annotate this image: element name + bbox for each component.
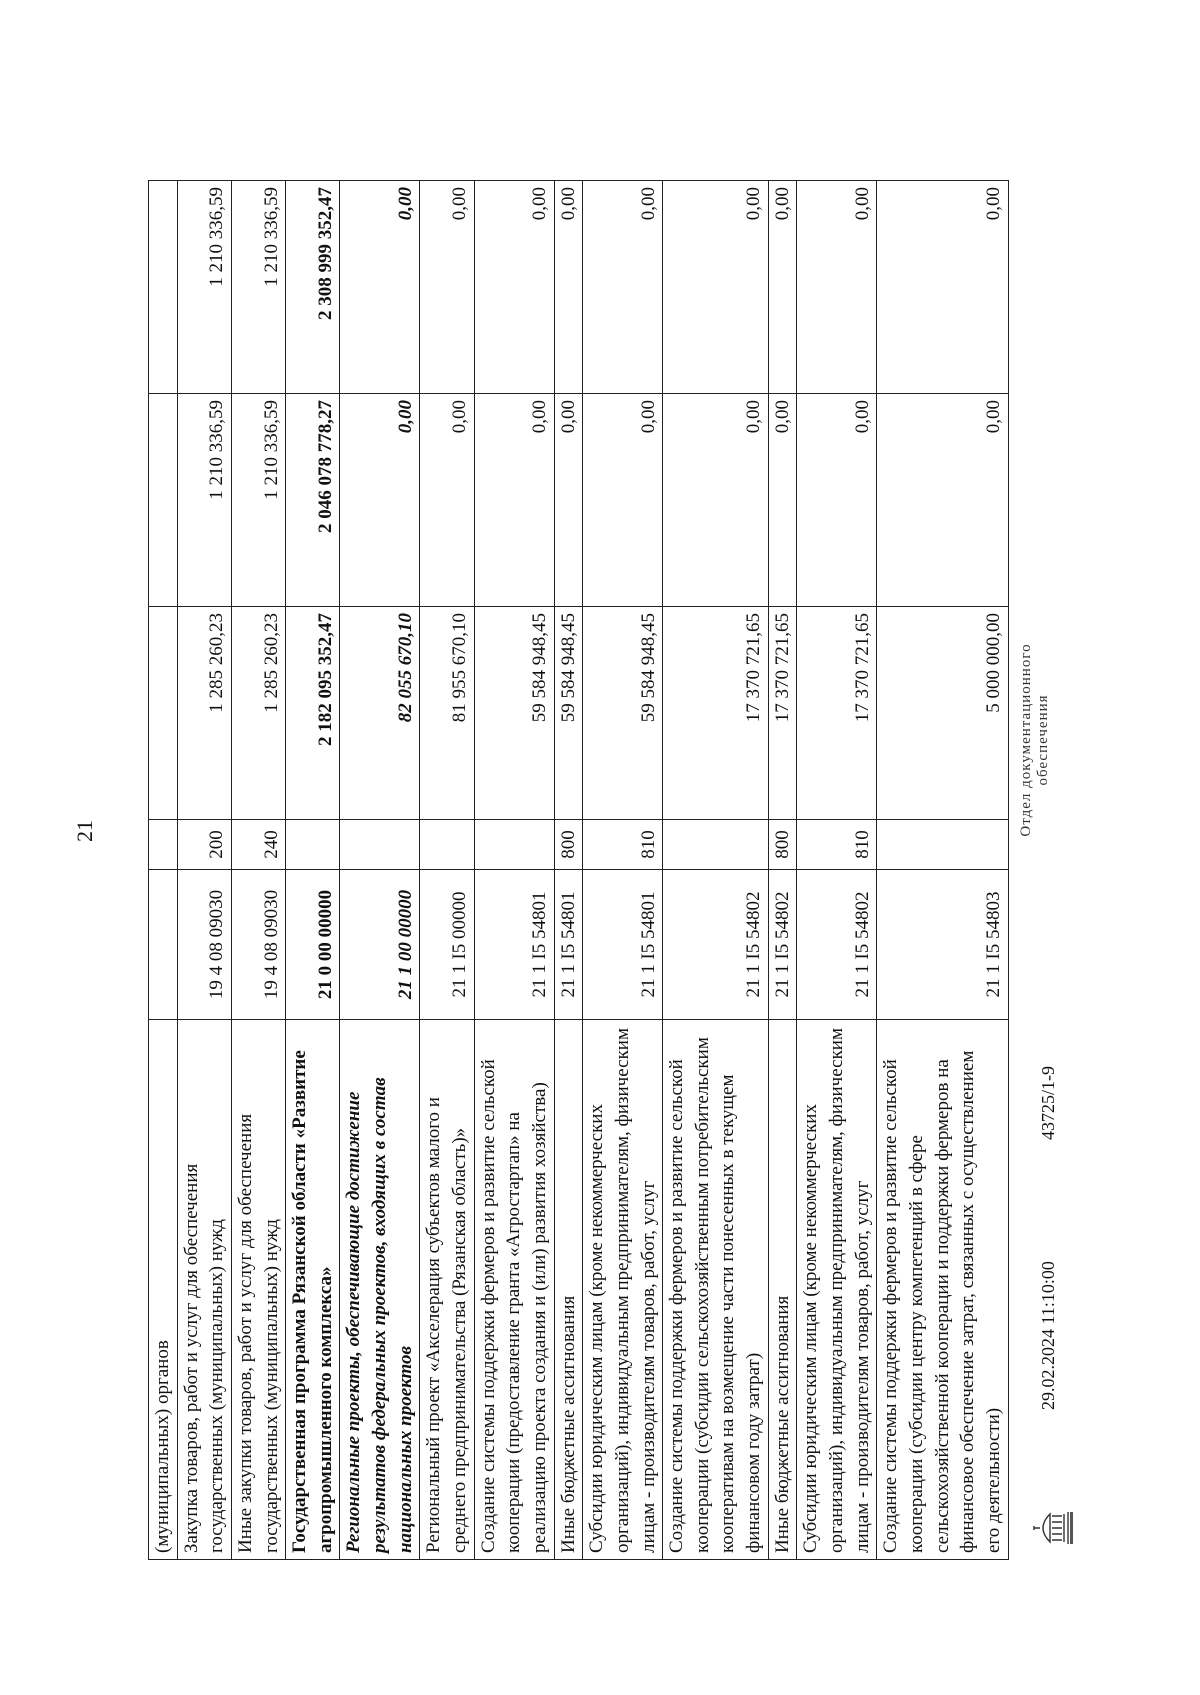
row-amount-year2-cell: 0,00 [797, 394, 877, 607]
row-expense-type-cell: 810 [583, 820, 663, 870]
row-amount-year3-cell: 0,00 [474, 181, 554, 394]
row-amount-year1-cell: 2 182 095 352,47 [286, 607, 340, 820]
row-code-cell: 21 1 I5 54801 [583, 870, 663, 1020]
department-stamp: Отдел документационного обеспечения [1018, 643, 1051, 837]
budget-table-body [149, 181, 1009, 1560]
row-amount-year3-cell [149, 181, 178, 394]
row-name-cell: Закупка товаров, работ и услуг для обеспечения государственных (муниципальных) нужд [177, 1020, 231, 1560]
row-amount-year1-cell: 1 285 260,23 [231, 607, 285, 820]
row-amount-year3-cell: 1 210 336,59 [177, 181, 231, 394]
row-amount-year3-cell: 0,00 [797, 181, 877, 394]
footer-doc-number: 43725/1-9 [1038, 1066, 1058, 1140]
row-amount-year3-cell: 2 308 999 352,47 [286, 181, 340, 394]
row-name-cell: Субсидии юридическим лицам (кроме некоммерческих организаций), индивидуальным предпринимателям, физическим лицам - производителям товаров, работ, услуг [583, 1020, 663, 1560]
row-expense-type-cell [877, 820, 1008, 870]
row-code-cell: 21 0 00 00000 [286, 870, 340, 1020]
row-amount-year3-cell: 0,00 [554, 181, 583, 394]
row-code-cell: 21 1 I5 54802 [797, 870, 877, 1020]
table-row [420, 181, 474, 1560]
row-amount-year2-cell: 0,00 [340, 394, 420, 607]
row-name-cell: Создание системы поддержки фермеров и развитие сельской кооперации (субсидии сельскохозяйственным потребительским кооперативам на возмещение части понесенных в текущем финансовом году затрат) [663, 1020, 769, 1560]
row-code-cell [149, 870, 178, 1020]
row-amount-year1-cell: 59 584 948,45 [474, 607, 554, 820]
table-row [583, 181, 663, 1560]
row-name-cell: Иные бюджетные ассигнования [768, 1020, 797, 1560]
row-expense-type-cell [286, 820, 340, 870]
row-amount-year2-cell: 0,00 [877, 394, 1008, 607]
row-name-cell: Государственная программа Рязанской области «Развитие агропромышленного комплекса» [286, 1020, 340, 1560]
row-expense-type-cell [149, 820, 178, 870]
row-code-cell: 21 1 I5 54801 [554, 870, 583, 1020]
table-row [177, 181, 231, 1560]
row-amount-year3-cell: 1 210 336,59 [231, 181, 285, 394]
row-expense-type-cell [663, 820, 769, 870]
row-expense-type-cell: 200 [177, 820, 231, 870]
row-amount-year2-cell: 0,00 [768, 394, 797, 607]
row-amount-year1-cell [149, 607, 178, 820]
row-code-cell: 19 4 08 09030 [231, 870, 285, 1020]
row-expense-type-cell [340, 820, 420, 870]
row-code-cell: 21 1 I5 54801 [474, 870, 554, 1020]
row-amount-year2-cell: 0,00 [554, 394, 583, 607]
row-amount-year2-cell: 1 210 336,59 [231, 394, 285, 607]
row-name-cell: (муниципальных) органов [149, 1020, 178, 1560]
row-amount-year2-cell [149, 394, 178, 607]
row-code-cell: 21 1 I5 54802 [663, 870, 769, 1020]
row-name-cell: Иные закупки товаров, работ и услуг для обеспечения государственных (муниципальных) нужд [231, 1020, 285, 1560]
row-amount-year2-cell: 0,00 [420, 394, 474, 607]
row-amount-year1-cell: 82 055 670,10 [340, 607, 420, 820]
row-amount-year1-cell: 1 285 260,23 [177, 607, 231, 820]
row-amount-year3-cell: 0,00 [877, 181, 1008, 394]
row-code-cell: 21 1 I5 00000 [420, 870, 474, 1020]
row-amount-year3-cell: 0,00 [663, 181, 769, 394]
row-amount-year1-cell: 17 370 721,65 [663, 607, 769, 820]
row-code-cell: 21 1 I5 54803 [877, 870, 1008, 1020]
row-name-cell: Создание системы поддержки фермеров и развитие сельской кооперации (субсидии центру компетенций в сфере сельскохозяйственной кооперации и поддержки фермеров на финансовое обеспечение затрат, связанных с осуществлением его деятельности) [877, 1020, 1008, 1560]
row-amount-year3-cell: 0,00 [420, 181, 474, 394]
table-row [663, 181, 769, 1560]
row-expense-type-cell: 800 [554, 820, 583, 870]
table-row [474, 181, 554, 1560]
row-name-cell: Иные бюджетные ассигнования [554, 1020, 583, 1560]
footer-date: 29.02.2024 11:10:00 [1038, 1261, 1058, 1410]
row-code-cell: 21 1 I5 54802 [768, 870, 797, 1020]
row-code-cell: 19 4 08 09030 [177, 870, 231, 1020]
table-row [877, 181, 1008, 1560]
row-code-cell: 21 1 00 00000 [340, 870, 420, 1020]
table-row [231, 181, 285, 1560]
row-amount-year2-cell: 2 046 078 778,27 [286, 394, 340, 607]
page-number: 21 [72, 820, 97, 842]
table-row [340, 181, 420, 1560]
table-row [149, 181, 178, 1560]
row-expense-type-cell [420, 820, 474, 870]
table-row [554, 181, 583, 1560]
row-amount-year2-cell: 0,00 [663, 394, 769, 607]
duma-emblem-icon [1028, 1506, 1076, 1550]
row-amount-year1-cell: 17 370 721,65 [768, 607, 797, 820]
row-expense-type-cell: 240 [231, 820, 285, 870]
budget-table [148, 180, 1009, 1560]
row-amount-year3-cell: 0,00 [583, 181, 663, 394]
table-row [286, 181, 340, 1560]
row-name-cell: Региональный проект «Акселерация субъектов малого и среднего предпринимательства (Рязанская область)» [420, 1020, 474, 1560]
table-row [797, 181, 877, 1560]
row-amount-year1-cell: 17 370 721,65 [797, 607, 877, 820]
row-amount-year2-cell: 0,00 [583, 394, 663, 607]
row-name-cell: Создание системы поддержки фермеров и развитие сельской кооперации (предоставление гранта «Агростартап» на реализацию проекта создания и (или) развития хозяйства) [474, 1020, 554, 1560]
row-amount-year1-cell: 5 000 000,00 [877, 607, 1008, 820]
row-amount-year2-cell: 0,00 [474, 394, 554, 607]
page-footer [1018, 180, 1088, 1560]
row-amount-year1-cell: 59 584 948,45 [554, 607, 583, 820]
row-name-cell: Региональные проекты, обеспечивающие достижение результатов федеральных проектов, входящих в состав национальных проектов [340, 1020, 420, 1560]
row-amount-year2-cell: 1 210 336,59 [177, 394, 231, 607]
row-expense-type-cell [474, 820, 554, 870]
row-expense-type-cell: 810 [797, 820, 877, 870]
row-amount-year3-cell: 0,00 [768, 181, 797, 394]
row-amount-year3-cell: 0,00 [340, 181, 420, 394]
row-amount-year1-cell: 81 955 670,10 [420, 607, 474, 820]
table-row [768, 181, 797, 1560]
row-amount-year1-cell: 59 584 948,45 [583, 607, 663, 820]
row-name-cell: Субсидии юридическим лицам (кроме некоммерческих организаций), индивидуальным предпринимателям, физическим лицам - производителям товаров, работ, услуг [797, 1020, 877, 1560]
row-expense-type-cell: 800 [768, 820, 797, 870]
rotated-page-content [148, 180, 1058, 1560]
